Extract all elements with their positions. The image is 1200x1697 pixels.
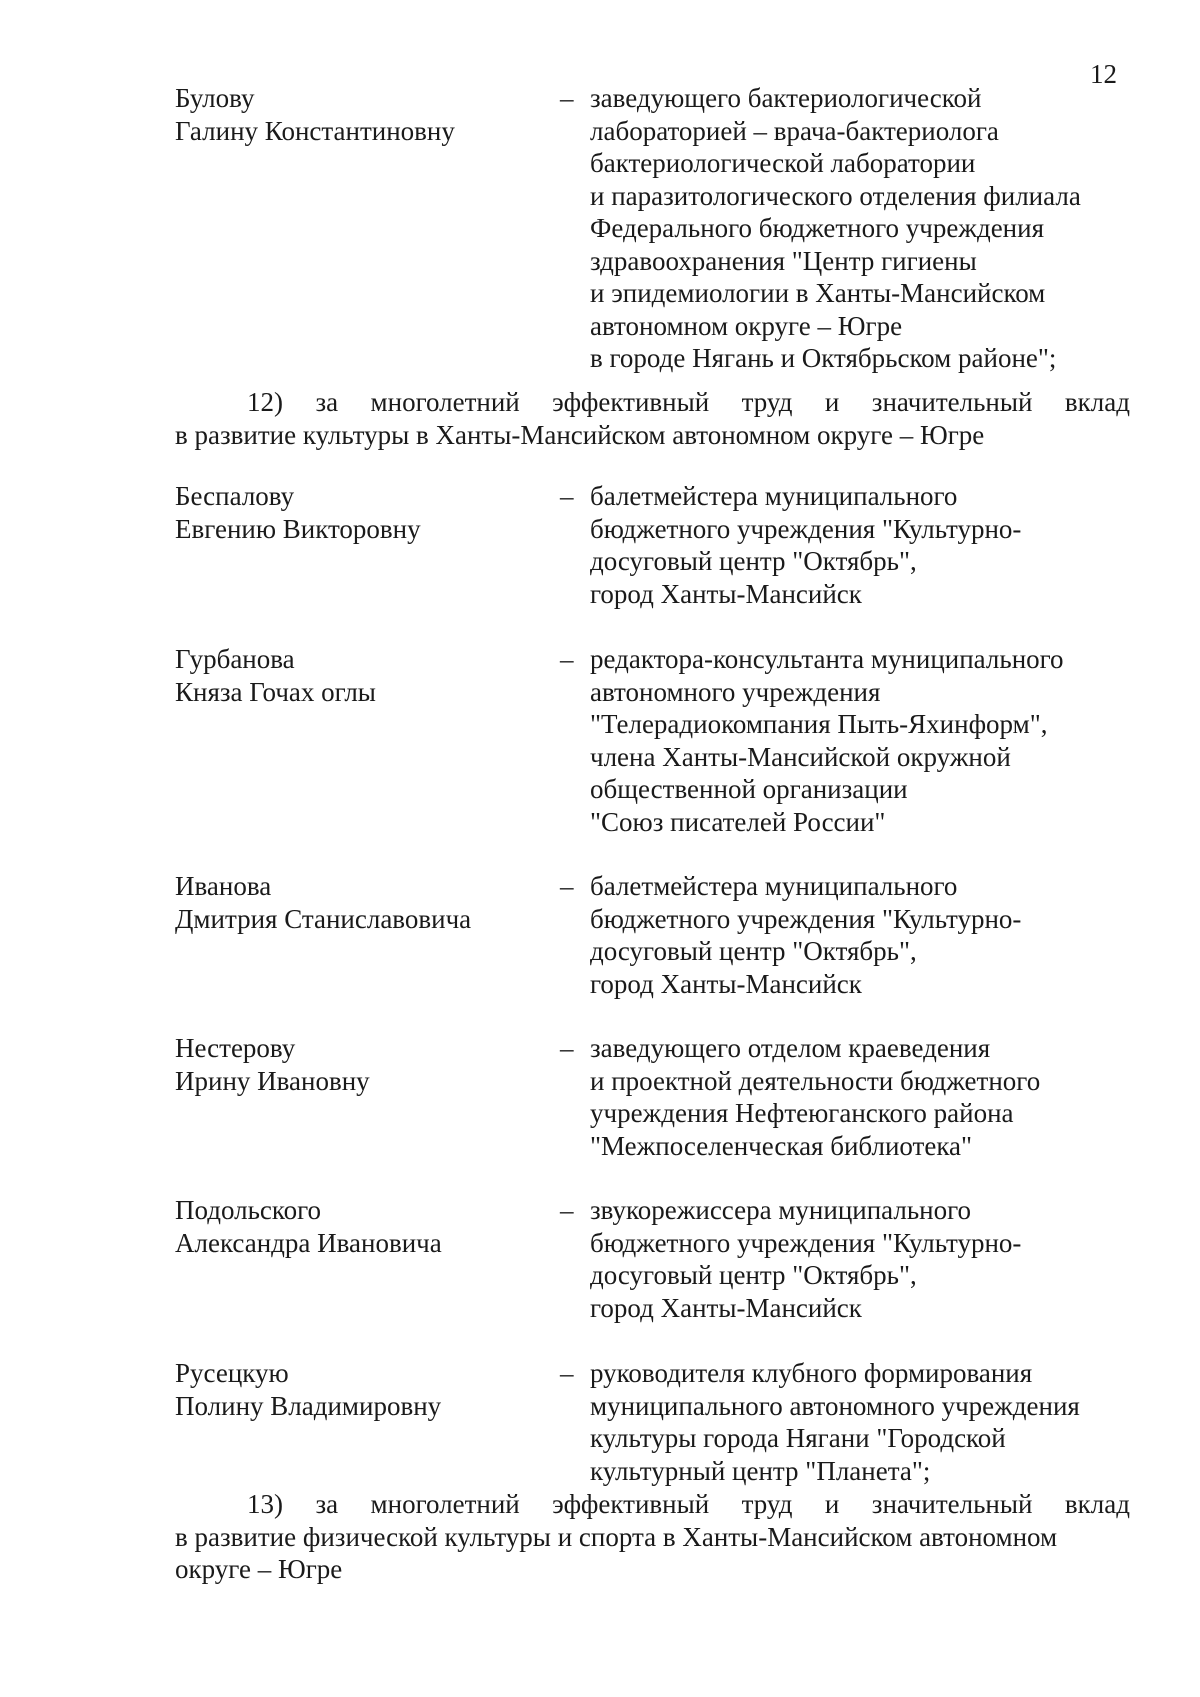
position-line: бактериологической лаборатории <box>590 148 976 178</box>
position-line: и эпидемиологии в Ханты-Мансийском <box>590 278 1046 308</box>
person-position <box>590 870 1135 1000</box>
surname: Булову <box>175 83 255 113</box>
person-position <box>590 1032 1135 1162</box>
dash-separator: – <box>560 1195 574 1225</box>
person-position <box>590 1357 1135 1487</box>
word: значительный <box>871 1489 1033 1519</box>
surname: Беспалову <box>175 481 295 511</box>
given-names: Евгению Викторовну <box>175 513 421 544</box>
position-line: "Союз писателей России" <box>590 806 886 837</box>
paragraph-first-line <box>175 1488 1130 1521</box>
position-line: "Межпоселенческая библиотека" <box>590 1130 973 1161</box>
position-line: здравоохранения "Центр гигиены <box>590 245 977 276</box>
dash-separator: – <box>560 1358 574 1388</box>
position-line: балетмейстера муниципального <box>590 871 958 901</box>
position-line: "Телерадиокомпания Пыть-Яхинформ", <box>590 709 1048 739</box>
position-line: культуры города Нягани "Городской <box>590 1423 1006 1453</box>
given-names: Дмитрия Станиславовича <box>175 903 472 934</box>
paragraph-first-line <box>175 386 1130 419</box>
position-line: город Ханты-Мансийск <box>590 1292 862 1323</box>
word: 12) <box>247 387 283 417</box>
surname: Гурбанова <box>175 644 295 674</box>
position-line: и паразитологического отделения филиала <box>590 180 1081 211</box>
position-line: в городе Нягань и Октябрьском районе"; <box>590 343 1057 373</box>
person-name <box>175 480 535 545</box>
word: 13) <box>247 1489 283 1519</box>
position-line: бюджетного учреждения "Культурно- <box>590 903 1022 934</box>
position-line: балетмейстера муниципального <box>590 481 958 511</box>
position-line: заведующего бактериологической <box>590 83 982 113</box>
dash-separator: – <box>560 644 574 674</box>
person-name <box>175 870 535 935</box>
position-line: звукорежиссера муниципального <box>590 1195 972 1225</box>
position-line: досуговый центр "Октябрь", <box>590 546 917 576</box>
person-position <box>590 1194 1135 1324</box>
person-position <box>590 480 1135 610</box>
paragraph-line: в развитие культуры в Ханты-Мансийском автономном округе – Югре <box>175 419 985 450</box>
person-name <box>175 1032 535 1097</box>
word: труд <box>741 387 793 417</box>
position-line: автономном округе – Югре <box>590 310 903 341</box>
position-line: редактора-консультанта муниципального <box>590 644 1064 674</box>
person-name <box>175 1357 535 1422</box>
position-line: руководителя клубного формирования <box>590 1358 1033 1388</box>
word: эффективный <box>552 387 710 417</box>
given-names: Александра Ивановича <box>175 1227 442 1258</box>
word: труд <box>741 1489 793 1519</box>
dash-separator: – <box>560 481 574 511</box>
word: вклад <box>1064 387 1130 417</box>
position-line: бюджетного учреждения "Культурно- <box>590 1227 1022 1258</box>
word: многолетний <box>370 1489 520 1519</box>
surname: Нестерову <box>175 1033 296 1063</box>
person-name <box>175 1194 535 1259</box>
surname: Русецкую <box>175 1358 289 1388</box>
position-line: муниципального автономного учреждения <box>590 1390 1080 1421</box>
surname: Подольского <box>175 1195 322 1225</box>
position-line: культурный центр "Планета"; <box>590 1455 931 1486</box>
paragraph-line: в развитие физической культуры и спорта в Ханты-Мансийском автономном <box>175 1521 1058 1552</box>
given-names: Галину Константиновну <box>175 115 455 146</box>
person-position <box>590 82 1135 375</box>
position-line: члена Ханты-Мансийской окружной <box>590 741 1011 772</box>
position-line: заведующего отделом краеведения <box>590 1033 991 1063</box>
word: за <box>315 1489 339 1519</box>
word: за <box>315 387 339 417</box>
position-line: Федерального бюджетного учреждения <box>590 213 1045 243</box>
person-name <box>175 82 535 147</box>
page-number: 12 <box>1090 59 1117 89</box>
position-line: автономного учреждения <box>590 676 881 707</box>
dash-separator: – <box>560 1033 574 1063</box>
surname: Иванова <box>175 871 272 901</box>
paragraph-line: округе – Югре <box>175 1554 343 1584</box>
given-names: Полину Владимировну <box>175 1390 442 1421</box>
word: значительный <box>871 387 1033 417</box>
word: вклад <box>1064 1489 1130 1519</box>
position-line: учреждения Нефтеюганского района <box>590 1098 1014 1128</box>
word: и <box>824 1489 840 1519</box>
award-category-paragraph <box>175 1488 1130 1586</box>
given-names: Ирину Ивановну <box>175 1065 370 1096</box>
award-category-paragraph <box>175 386 1130 451</box>
position-line: досуговый центр "Октябрь", <box>590 1260 917 1290</box>
position-line: лабораторией – врача-бактериолога <box>590 115 999 146</box>
word: многолетний <box>370 387 520 417</box>
person-position <box>590 643 1135 838</box>
given-names: Княза Гочах оглы <box>175 676 376 707</box>
person-name <box>175 643 535 708</box>
position-line: бюджетного учреждения "Культурно- <box>590 513 1022 544</box>
position-line: досуговый центр "Октябрь", <box>590 936 917 966</box>
position-line: и проектной деятельности бюджетного <box>590 1065 1041 1096</box>
position-line: город Ханты-Мансийск <box>590 578 862 609</box>
word: и <box>824 387 840 417</box>
word: эффективный <box>552 1489 710 1519</box>
position-line: общественной организации <box>590 774 908 804</box>
position-line: город Ханты-Мансийск <box>590 968 862 999</box>
dash-separator: – <box>560 83 574 113</box>
dash-separator: – <box>560 871 574 901</box>
